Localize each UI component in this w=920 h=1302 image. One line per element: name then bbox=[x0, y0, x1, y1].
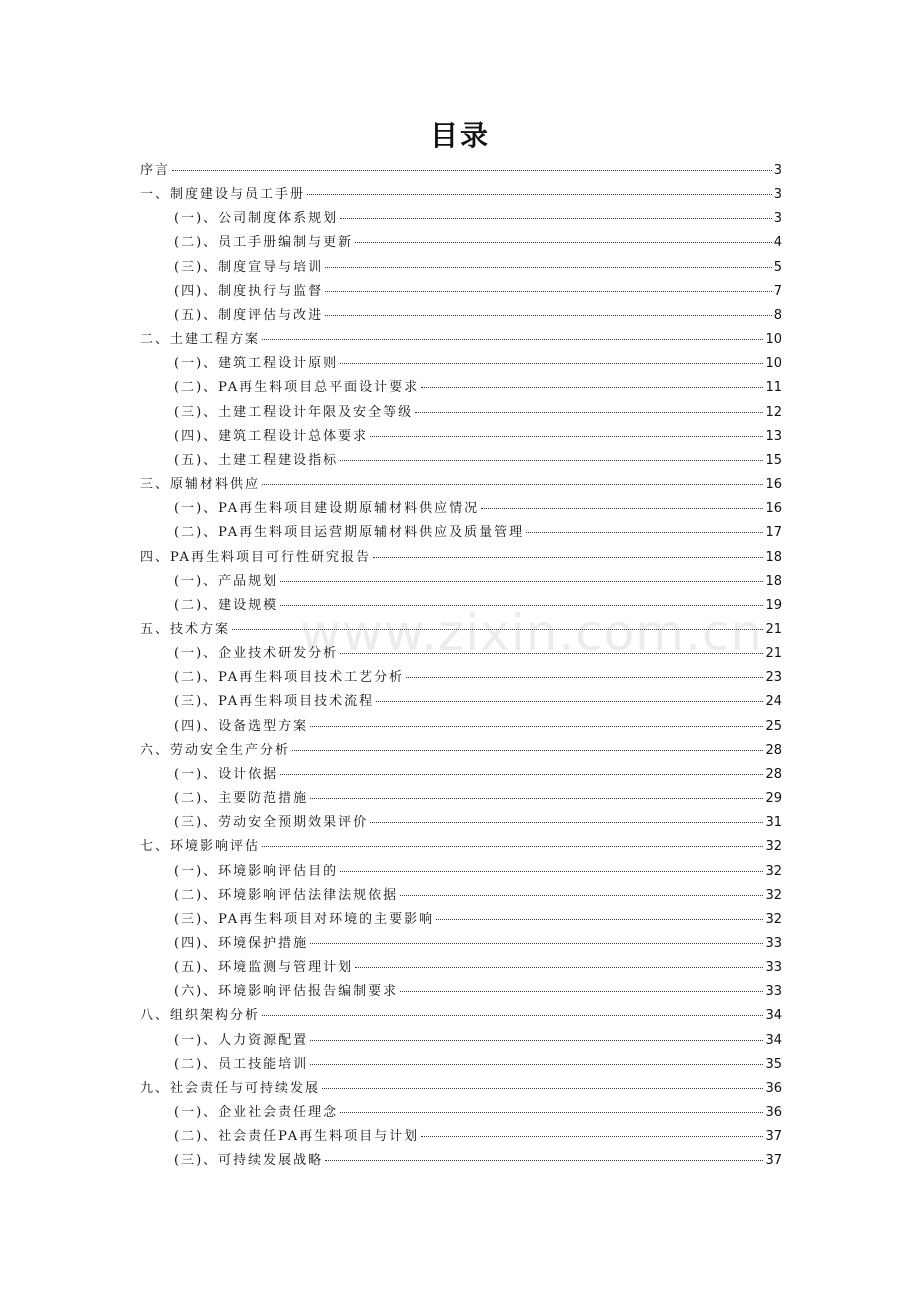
toc-page-number: 34 bbox=[765, 1032, 782, 1048]
toc-dot-leader bbox=[421, 1136, 763, 1137]
toc-page-number: 21 bbox=[765, 646, 782, 662]
toc-page-number: 29 bbox=[765, 791, 782, 807]
toc-page-number: 19 bbox=[765, 597, 782, 613]
toc-page-number: 34 bbox=[765, 1008, 782, 1024]
toc-dot-leader bbox=[280, 605, 763, 606]
toc-section-entry[interactable] bbox=[140, 860, 782, 884]
toc-dot-leader bbox=[310, 798, 763, 799]
toc-entry-label: 一、制度建设与员工手册 bbox=[140, 187, 306, 203]
toc-dot-leader bbox=[262, 339, 763, 340]
toc-entry-label: 九、社会责任与可持续发展 bbox=[140, 1080, 321, 1096]
toc-dot-leader bbox=[325, 291, 772, 292]
toc-entry-label: (二)、建设规模 bbox=[174, 597, 279, 613]
toc-page-number: 12 bbox=[765, 404, 782, 420]
toc-page-number: 33 bbox=[765, 960, 782, 976]
toc-chapter-entry[interactable] bbox=[140, 1077, 782, 1101]
toc-dot-leader bbox=[400, 991, 763, 992]
toc-page-number: 32 bbox=[765, 911, 782, 927]
toc-chapter-entry[interactable] bbox=[140, 1004, 782, 1028]
toc-entry-label: (二)、员工技能培训 bbox=[174, 1056, 309, 1072]
toc-page-number: 16 bbox=[765, 477, 782, 493]
toc-dot-leader bbox=[376, 701, 763, 702]
toc-chapter-entry[interactable] bbox=[140, 183, 782, 207]
toc-dot-leader bbox=[340, 218, 772, 219]
toc-dot-leader bbox=[307, 194, 772, 195]
toc-section-entry[interactable] bbox=[140, 352, 782, 376]
toc-dot-leader bbox=[310, 1040, 763, 1041]
toc-section-entry[interactable] bbox=[140, 642, 782, 666]
toc-dot-leader bbox=[526, 532, 763, 533]
toc-page-number: 18 bbox=[765, 549, 782, 565]
toc-section-entry[interactable] bbox=[140, 497, 782, 521]
toc-page-number: 33 bbox=[765, 936, 782, 951]
toc-page-number: 5 bbox=[773, 259, 782, 275]
toc-dot-leader bbox=[310, 1064, 763, 1065]
toc-chapter-entry[interactable] bbox=[140, 328, 782, 352]
toc-page-number: 17 bbox=[765, 525, 782, 541]
toc-section-entry[interactable] bbox=[140, 304, 782, 328]
toc-entry-label: (一)、PA再生料项目建设期原辅材料供应情况 bbox=[174, 501, 480, 517]
toc-page-number: 35 bbox=[765, 1056, 782, 1072]
toc-entry-label: (四)、环境保护措施 bbox=[174, 936, 309, 951]
toc-section-entry[interactable] bbox=[140, 256, 782, 280]
toc-section-entry[interactable] bbox=[140, 570, 782, 594]
toc-entry-label: (一)、环境影响评估目的 bbox=[174, 863, 339, 879]
toc-section-entry[interactable] bbox=[140, 449, 782, 473]
toc-chapter-entry[interactable] bbox=[140, 546, 782, 570]
toc-entry-label: (一)、建筑工程设计原则 bbox=[174, 356, 339, 372]
toc-page-number: 21 bbox=[765, 621, 782, 637]
toc-entry-label: (三)、可持续发展战略 bbox=[174, 1153, 324, 1169]
toc-section-entry[interactable] bbox=[140, 401, 782, 425]
toc-dot-leader bbox=[325, 1160, 763, 1161]
toc-section-entry[interactable] bbox=[140, 207, 782, 231]
toc-dot-leader bbox=[232, 629, 763, 630]
watermark: www.zixin.com.cn bbox=[300, 604, 764, 662]
toc-entry-label: (四)、建筑工程设计总体要求 bbox=[174, 428, 369, 444]
toc-dot-leader bbox=[370, 436, 763, 437]
toc-dot-leader bbox=[262, 484, 763, 485]
toc-section-entry[interactable] bbox=[140, 425, 782, 449]
toc-entry-label: 序言 bbox=[140, 163, 171, 178]
toc-dot-leader bbox=[310, 943, 763, 944]
toc-entry-label: (一)、产品规划 bbox=[174, 573, 279, 589]
toc-dot-leader bbox=[340, 653, 763, 654]
toc-dot-leader bbox=[262, 1015, 763, 1016]
toc-entry-label: (四)、制度执行与监督 bbox=[174, 283, 324, 299]
toc-section-entry[interactable] bbox=[140, 956, 782, 980]
toc-section-entry[interactable] bbox=[140, 690, 782, 714]
toc-entry-label: (一)、企业技术研发分析 bbox=[174, 646, 339, 662]
toc-section-entry[interactable] bbox=[140, 787, 782, 811]
toc-dot-leader bbox=[172, 170, 772, 171]
toc-dot-leader bbox=[436, 919, 763, 920]
toc-entry-label: (二)、社会责任PA再生料项目与计划 bbox=[174, 1129, 420, 1145]
toc-section-entry[interactable] bbox=[140, 908, 782, 932]
toc-dot-leader bbox=[406, 677, 763, 678]
toc-entry-label: (六)、环境影响评估报告编制要求 bbox=[174, 984, 399, 1000]
toc-entry-label: (二)、员工手册编制与更新 bbox=[174, 235, 354, 251]
toc-page-number: 10 bbox=[765, 356, 782, 372]
toc-entry-label: (三)、PA再生料项目对环境的主要影响 bbox=[174, 911, 435, 927]
toc-dot-leader bbox=[355, 967, 763, 968]
toc-dot-leader bbox=[355, 242, 772, 243]
toc-dot-leader bbox=[280, 581, 763, 582]
toc-page-number: 8 bbox=[773, 307, 782, 323]
toc-dot-leader bbox=[292, 750, 763, 751]
toc-page-number: 32 bbox=[765, 863, 782, 879]
toc-entry-label: (三)、PA再生料项目技术流程 bbox=[174, 694, 375, 710]
toc-entry-label: 六、劳动安全生产分析 bbox=[140, 742, 291, 758]
toc-section-entry[interactable] bbox=[140, 231, 782, 255]
toc-page-number: 32 bbox=[765, 887, 782, 903]
toc-page-number: 15 bbox=[765, 452, 782, 468]
toc-section-entry[interactable] bbox=[140, 1149, 782, 1173]
toc-page-number: 28 bbox=[765, 742, 782, 758]
toc-section-entry[interactable] bbox=[140, 376, 782, 400]
toc-entry-label: (二)、环境影响评估法律法规依据 bbox=[174, 887, 399, 903]
toc-entry-label: (五)、土建工程建设指标 bbox=[174, 452, 339, 468]
toc-dot-leader bbox=[280, 774, 763, 775]
toc-section-entry[interactable] bbox=[140, 521, 782, 545]
toc-entry-label: (二)、PA再生料项目总平面设计要求 bbox=[174, 380, 420, 396]
toc-page-number: 31 bbox=[765, 815, 782, 831]
toc-dot-leader bbox=[322, 1088, 763, 1089]
toc-dot-leader bbox=[370, 822, 763, 823]
toc-section-entry[interactable] bbox=[140, 811, 782, 835]
page-title: 目录 bbox=[429, 119, 490, 152]
toc-section-entry[interactable] bbox=[140, 594, 782, 618]
toc-page-number: 25 bbox=[765, 718, 782, 734]
toc-chapter-entry[interactable] bbox=[140, 835, 782, 859]
toc-entry-label: (五)、制度评估与改进 bbox=[174, 307, 324, 323]
toc-dot-leader bbox=[373, 557, 764, 558]
toc-section-entry[interactable] bbox=[140, 1125, 782, 1149]
table-of-contents bbox=[140, 159, 782, 1174]
toc-dot-leader bbox=[481, 508, 763, 509]
toc-entry-label: (一)、设计依据 bbox=[174, 766, 279, 782]
toc-entry-label: 五、技术方案 bbox=[140, 621, 231, 637]
toc-dot-leader bbox=[310, 726, 763, 727]
toc-dot-leader bbox=[340, 460, 763, 461]
toc-page-number: 32 bbox=[765, 839, 782, 855]
toc-page-number: 11 bbox=[765, 380, 782, 396]
toc-page-number: 7 bbox=[773, 283, 782, 299]
toc-section-entry[interactable] bbox=[140, 715, 782, 739]
toc-entry-label: (二)、PA再生料项目运营期原辅材料供应及质量管理 bbox=[174, 525, 525, 541]
toc-page-number: 24 bbox=[765, 694, 782, 710]
toc-section-entry[interactable] bbox=[140, 763, 782, 787]
toc-entry-label: (三)、制度宣导与培训 bbox=[174, 259, 324, 275]
toc-section-entry[interactable] bbox=[140, 932, 782, 956]
toc-page-number: 36 bbox=[765, 1080, 782, 1096]
toc-section-entry[interactable] bbox=[140, 980, 782, 1004]
toc-page-number: 13 bbox=[765, 428, 782, 444]
toc-entry-label: (一)、企业社会责任理念 bbox=[174, 1105, 339, 1121]
toc-entry-label: (一)、公司制度体系规划 bbox=[174, 211, 339, 227]
toc-dot-leader bbox=[421, 387, 763, 388]
toc-chapter-entry[interactable] bbox=[140, 473, 782, 497]
toc-section-entry[interactable] bbox=[140, 666, 782, 690]
toc-entry-label: 三、原辅材料供应 bbox=[140, 477, 261, 493]
toc-page-number: 33 bbox=[765, 984, 782, 1000]
toc-page-number: 3 bbox=[773, 187, 782, 203]
toc-chapter-entry[interactable] bbox=[140, 739, 782, 763]
toc-entry-label: (五)、环境监测与管理计划 bbox=[174, 960, 354, 976]
toc-dot-leader bbox=[262, 846, 763, 847]
toc-section-entry[interactable] bbox=[140, 884, 782, 908]
toc-dot-leader bbox=[340, 1112, 763, 1113]
toc-entry-label: (四)、设备选型方案 bbox=[174, 718, 309, 734]
toc-entry-label: 七、环境影响评估 bbox=[140, 839, 261, 855]
toc-dot-leader bbox=[325, 315, 772, 316]
toc-chapter-entry[interactable] bbox=[140, 159, 782, 183]
toc-dot-leader bbox=[400, 895, 763, 896]
toc-page-number: 37 bbox=[765, 1129, 782, 1145]
toc-entry-label: (一)、人力资源配置 bbox=[174, 1032, 309, 1048]
toc-dot-leader bbox=[415, 412, 763, 413]
toc-section-entry[interactable] bbox=[140, 1101, 782, 1125]
toc-section-entry[interactable] bbox=[140, 1029, 782, 1053]
toc-dot-leader bbox=[340, 871, 763, 872]
toc-page-number: 18 bbox=[765, 573, 782, 589]
toc-entry-label: 四、PA再生料项目可行性研究报告 bbox=[140, 549, 371, 565]
toc-page-number: 3 bbox=[773, 211, 782, 227]
toc-section-entry[interactable] bbox=[140, 1053, 782, 1077]
toc-entry-label: 二、土建工程方案 bbox=[140, 332, 261, 348]
toc-section-entry[interactable] bbox=[140, 280, 782, 304]
toc-page-number: 37 bbox=[765, 1153, 782, 1169]
toc-page-number: 4 bbox=[773, 235, 782, 251]
toc-page-number: 36 bbox=[765, 1105, 782, 1121]
toc-entry-label: (三)、劳动安全预期效果评价 bbox=[174, 815, 369, 831]
toc-entry-label: (三)、土建工程设计年限及安全等级 bbox=[174, 404, 414, 420]
toc-page-number: 3 bbox=[773, 163, 782, 178]
toc-page-number: 23 bbox=[765, 670, 782, 686]
toc-page-number: 28 bbox=[765, 766, 782, 782]
toc-entry-label: (二)、主要防范措施 bbox=[174, 791, 309, 807]
toc-page-number: 10 bbox=[765, 332, 782, 348]
toc-page-number: 16 bbox=[765, 501, 782, 517]
toc-dot-leader bbox=[340, 363, 763, 364]
toc-entry-label: (二)、PA再生料项目技术工艺分析 bbox=[174, 670, 405, 686]
toc-entry-label: 八、组织架构分析 bbox=[140, 1008, 261, 1024]
toc-dot-leader bbox=[325, 267, 772, 268]
toc-chapter-entry[interactable] bbox=[140, 618, 782, 642]
